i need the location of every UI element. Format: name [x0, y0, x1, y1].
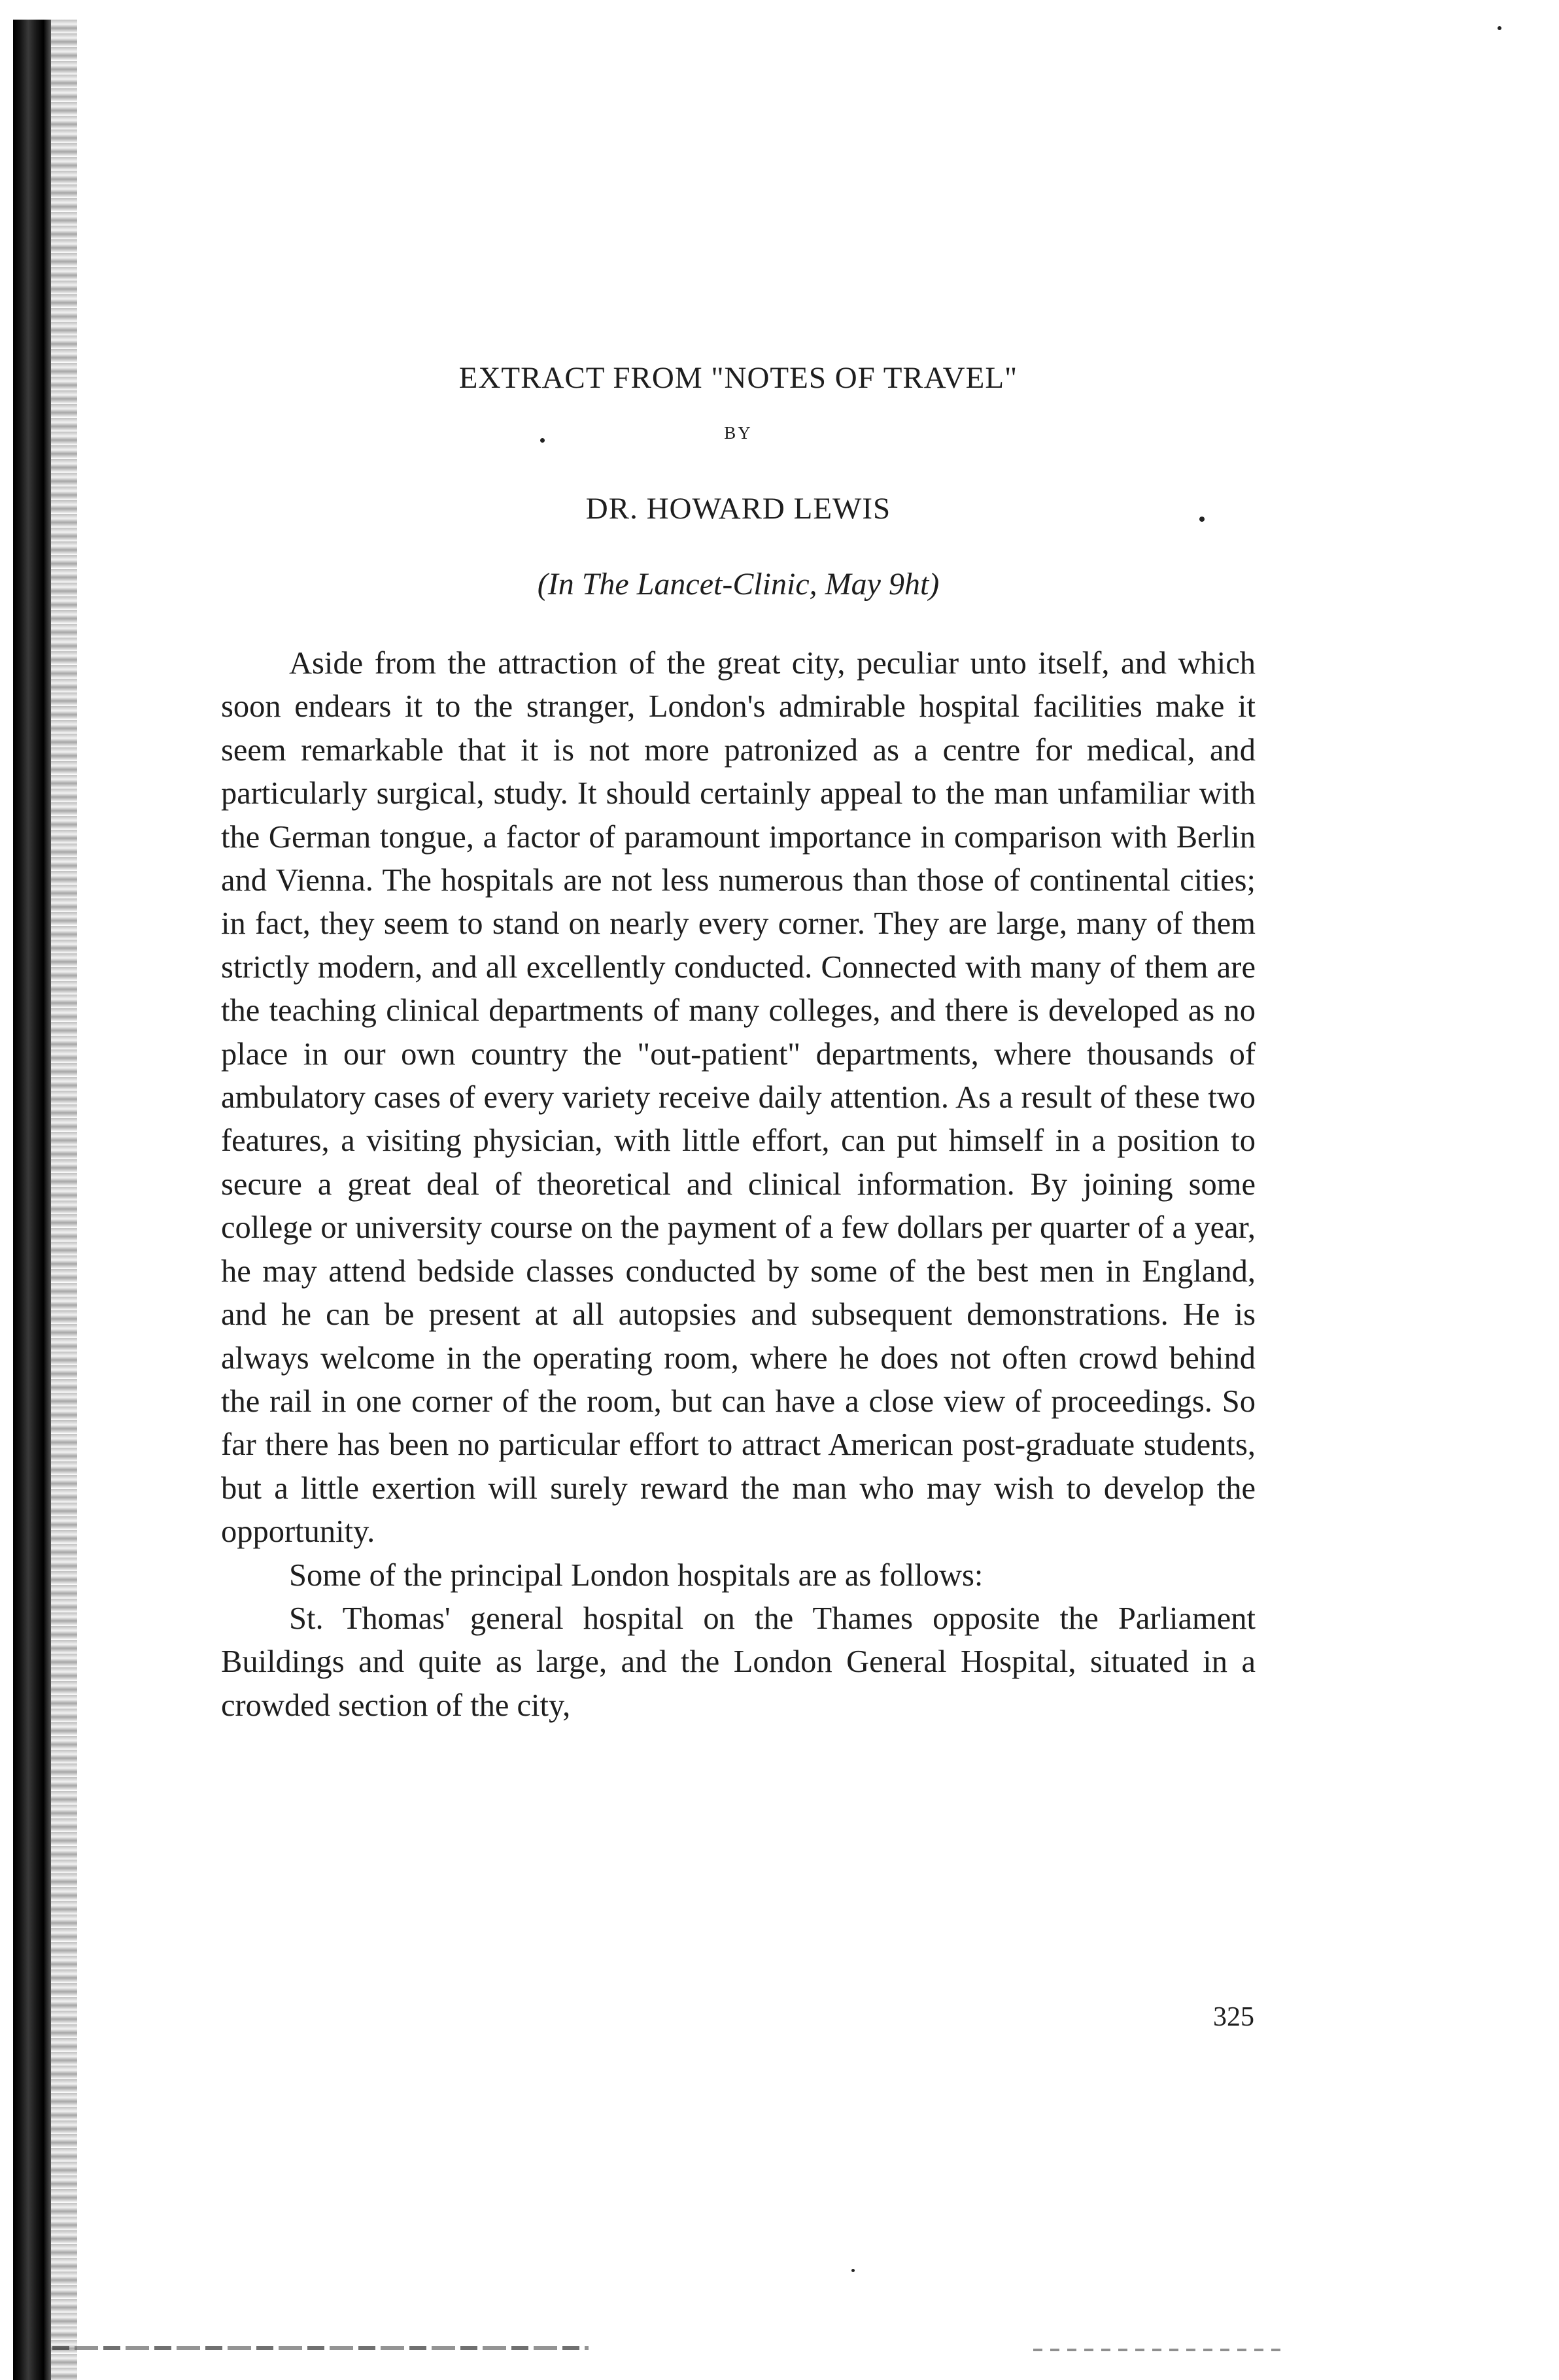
byline-word: BY — [724, 423, 753, 443]
scan-edge-left — [13, 20, 51, 2380]
scan-edge-bottom-right — [1033, 2349, 1282, 2351]
article-author: DR. HOWARD LEWIS — [585, 492, 891, 526]
scan-speck — [851, 2269, 855, 2272]
article-title: EXTRACT FROM "NOTES OF TRAVEL" — [458, 361, 1018, 395]
paragraph: Some of the principal London hospitals are as follows: — [289, 1557, 984, 1593]
page-number: 325 — [1213, 2002, 1254, 2032]
article-source: (In The Lancet-Clinic, May 9ht) — [537, 567, 940, 602]
paragraph: St. Thomas' general hospital on the Thames opposite the Parliament Buildings and quite as large, and the London General Hospital, situated in a crowded section of the city, — [221, 1601, 1256, 1723]
scan-speck — [1498, 26, 1501, 30]
paragraph: Aside from the attraction of the great city, peculiar unto itself, and which soon endears it to the stranger, London's admirable hospital facilities make it seem remarkable that it is not more patronized as a centre for medical, and particularly surgical, study. It should certainly appeal to the man unfamiliar with the German tongue, a factor of paramount importance in comparison with Berlin and Vienna. The hospitals are not less numerous than those of continental cities; in fact, they seem to stand on nearly every corner. They are large, many of them strictly modern, and all excellently conducted. Connected with many of them are the teaching clinical departments of many colleges, and there is developed as no place in our own country the "out-patient" departments, where thousands of ambulatory cases of every variety receive daily attention. As a result of these two features, a visiting physician, with little effort, can put himself in a position to secure a great deal of theoretical and clinical information. By joining some college or university course on the payment of a few dollars per quarter of a year, he may attend bedside classes conducted by some of the best men in England, and he can be present at all autopsies and subsequent demonstrations. He is always welcome in the operating room, where he does not often crowd behind the rail in one corner of the room, but can have a close view of proceedings. So far there has been no particular effort to attract American post-graduate students, but a little exertion will surely reward the man who may wish to develop the opportunity. — [221, 646, 1256, 1550]
scan-edge-bottom — [52, 2346, 589, 2350]
article-body — [221, 642, 1256, 1727]
